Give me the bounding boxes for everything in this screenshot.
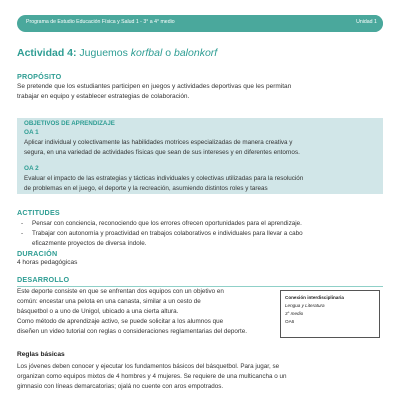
development-line-5: diseñen un video tutorial con reglas o consideraciones reglamentarias del deporte. bbox=[17, 328, 247, 335]
activity-title-text-a: Juguemos bbox=[76, 47, 131, 59]
rules-line-1: Los jóvenes deben conocer y ejecutar los fundamentos básicos del básquetbol. Para jugar, se bbox=[17, 363, 280, 370]
attitude-item-continued bbox=[17, 239, 383, 249]
activity-title-korfbal: korfbal bbox=[130, 47, 163, 59]
development-line-4: Como método de aprendizaje activo, se puede solicitar a los alumnos que bbox=[17, 318, 224, 325]
development-line-2: común: encestar una pelota en una canasta, similar a un cesto de bbox=[17, 298, 201, 305]
purpose-text bbox=[17, 82, 383, 102]
oa1-label: OA 1 bbox=[24, 129, 39, 136]
attitude-text-3: eficazmente proyectos de diversa índole. bbox=[32, 240, 147, 247]
oa1-text bbox=[24, 138, 378, 158]
attitude-text-2: Trabajar con autonomía y proactividad en trabajos colaborativos e individuales para llevar a cabo bbox=[32, 230, 303, 237]
oa1-line-2: segura, en una variedad de actividades físicas que sean de sus intereses y en diferentes entornos. bbox=[24, 149, 300, 156]
activity-title-balonkorf: balonkorf bbox=[174, 47, 218, 59]
unit-label: Unidad 1 bbox=[356, 19, 377, 25]
program-title: Programa de Estudio Educación Física y Salud 1 - 3° a 4° medio bbox=[26, 19, 175, 25]
activity-title bbox=[17, 47, 217, 59]
attitudes-list bbox=[17, 219, 383, 249]
connection-title: Conexión interdisciplinaria bbox=[285, 295, 344, 300]
interdisciplinary-connection-box bbox=[280, 290, 380, 338]
connection-subject: Lengua y Literatura bbox=[285, 303, 325, 308]
rules-line-3: gimnasio con líneas demarcatorias; ojalá no cuente con aros empotrados. bbox=[17, 383, 224, 390]
rules-text bbox=[17, 362, 383, 392]
development-line-1: Este deporte consiste en que se enfrentan dos equipos con un objetivo en bbox=[17, 288, 224, 295]
oa2-line-2: de problemas en el juego, el deporte y la recreación, asumiendo distintos roles y tareas bbox=[24, 185, 268, 192]
development-line-3: básquetbol o a uno de Unigol, ubicado a una cierta altura. bbox=[17, 308, 179, 315]
attitude-item: - Trabajar con autonomía y proactividad en trabajos colaborativos e individuales para llevar a cabo bbox=[21, 230, 303, 237]
activity-title-text-b: o bbox=[162, 47, 174, 59]
objectives-box bbox=[17, 118, 383, 194]
purpose-line-2: trabajar en equipo y establecer estrategias de colaboración. bbox=[17, 93, 190, 100]
rules-line-2: organizan como equipos mixtos de 4 hombres y 4 mujeres. Se requiere de una multicancha o un bbox=[17, 373, 287, 380]
oa2-label: OA 2 bbox=[24, 165, 39, 172]
duration-heading: DURACIÓN bbox=[17, 249, 58, 258]
oa2-text bbox=[24, 174, 378, 194]
development-text bbox=[17, 287, 268, 327]
attitude-item: - Pensar con conciencia, reconociendo que los errores ofrecen oportunidades para el aprendizaje. bbox=[21, 220, 302, 227]
connection-level: 3° medio bbox=[285, 311, 304, 316]
attitudes-heading: ACTITUDES bbox=[17, 208, 60, 217]
oa2-line-1: Evaluar el impacto de las estrategias y tácticas individuales y colectivas utilizadas para la resolución bbox=[24, 175, 304, 182]
attitude-text-1: Pensar con conciencia, reconociendo que los errores ofrecen oportunidades para el aprendizaje. bbox=[32, 220, 302, 227]
unit-badge bbox=[350, 15, 383, 32]
activity-number: Actividad 4: bbox=[17, 47, 77, 59]
rules-heading: Reglas básicas bbox=[17, 351, 65, 358]
oa1-line-1: Aplicar individual y colectivamente las habilidades motrices especializadas de manera creativa y bbox=[24, 139, 293, 146]
objectives-heading: OBJETIVOS DE APRENDIZAJE bbox=[24, 120, 115, 127]
duration-value: 4 horas pedagógicas bbox=[17, 259, 78, 266]
development-heading: DESARROLLO bbox=[17, 275, 70, 284]
connection-oa: OA6 bbox=[285, 319, 295, 324]
purpose-line-1: Se pretende que los estudiantes participen en juegos y actividades deportivas que les permitan bbox=[17, 83, 292, 90]
purpose-heading: PROPÓSITO bbox=[17, 72, 62, 81]
header-banner bbox=[17, 15, 383, 32]
